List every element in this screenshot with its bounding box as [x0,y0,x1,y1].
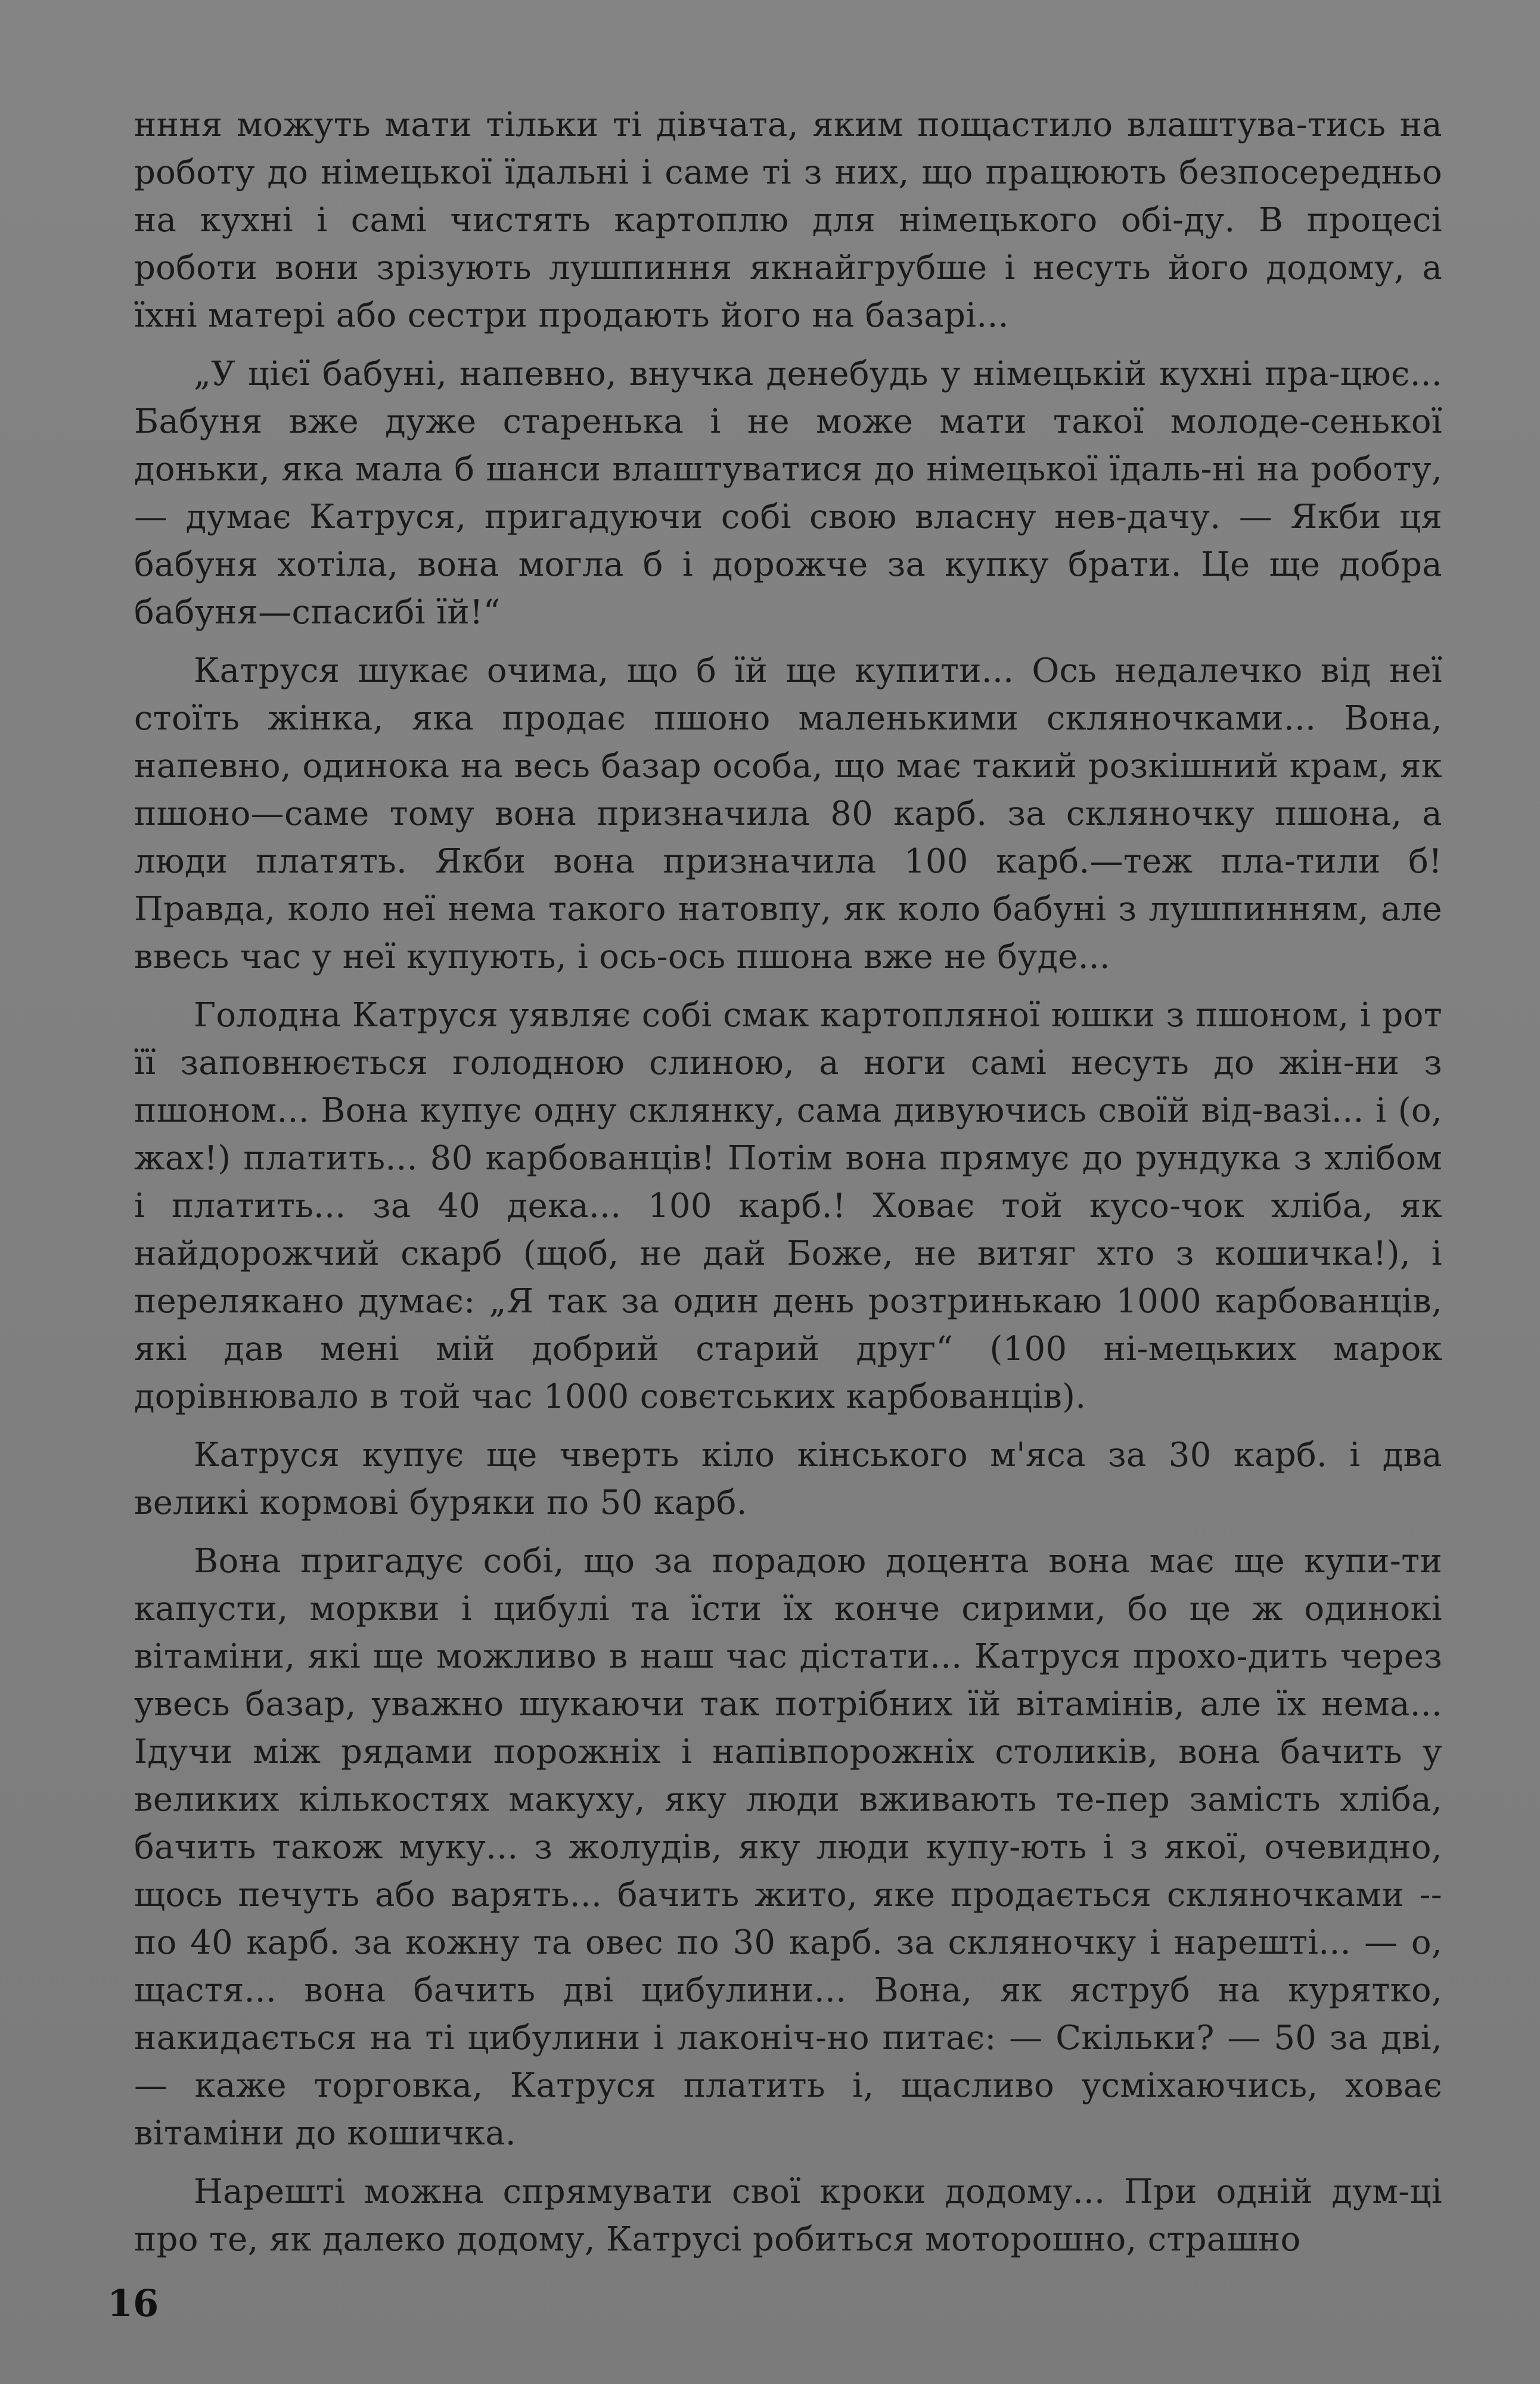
paragraph-continued: нння можуть мати тільки ті дівчата, яким пощастило влаштува-тись на роботу до німецької їдальні і саме ті з них, що працюють безпосередньо на кухні і самі чистять картоплю для німецького обі-ду. В процесі роботи вони зрізують лушпиння якнайгрубше і несуть його додому, а їхні матері або сестри продають його на базарі... [134,105,1442,335]
page-number: 16 [107,2281,159,2325]
paragraph-purchase: Голодна Катруся уявляє собі смак картопляної юшки з пшоном, і рот її заповнюється голодною слиною, а ноги самі несуть до жін-ни з пшоном... Вона купує одну склянку, сама дивуючись своїй від-вазі... і (о, жах!) платить... 80 карбованців! Потім вона прямує до рундука з хлібом і платить... за 40 дека... 100 карб.! Ховає той кусо-чок хліба, як найдорожчий скарб (щоб, не дай Боже, не витяг хто з кошичка!), і перелякано думає: „Я так за один день розтринькаю 1000 карбованців, які дав мені мій добрий старий друг“ (100 ні-мецьких марок дорівнювало в той час 1000 совєтських карбованців). [134,996,1442,1416]
paragraph-going-home: Нарешті можна спрямувати свої кроки додому... При одній дум-ці про те, як далеко додому, Катрусі робиться моторошно, страшно [134,2172,1442,2259]
paragraph-grandma-quote: „У цієї бабуні, напевно, внучка денебудь у німецькій кухні пра-цює... Бабуня вже дуже старенька і не може мати такої молоде-сенької доньки, яка мала б шанси влаштуватися до німецької їдаль-ні на роботу, — думає Катруся, пригадуючи собі свою власну нев-дачу. — Якби ця бабуня хотіла, вона могла б і дорожче за купку брати. Це ще добра бабуня—спасибі їй!“ [134,355,1442,632]
paragraph-vitamins: Вона пригадує собі, що за порадою доцента вона має ще купи-ти капусти, моркви і цибулі та їсти їх конче сирими, бо це ж одинокі вітаміни, які ще можливо в наш час дістати... Катруся прохо-дить через увесь базар, уважно шукаючи так потрібних їй вітамінів, але їх нема... Ідучи між рядами порожніх і напівпорожніх столиків, вона бачить у великих кількостях макуху, яку люди вживають те-пер замість хліба, бачить також муку... з жолудів, яку люди купу-ють і з якої, очевидно, щось печуть або варять... бачить жито, яке продається скляночками -- по 40 карб. за кожну та овес по 30 карб. за скляночку і нарешті... — о, щастя... вона бачить дві цибулини... Вона, як яструб на курятко, накидається на ті цибулини і лаконіч-но питає: — Скільки? — 50 за дві, — каже торговка, Катруся платить і, щасливо усміхаючись, ховає вітаміни до кошичка. [134,1542,1442,2153]
paragraph-millet: Катруся шукає очима, що б їй ще купити... Ось недалечко від неї стоїть жінка, яка продає пшоно маленькими скляночками... Вона, напевно, одинока на весь базар особа, що має такий розкішний крам, як пшоно—саме тому вона призначила 80 карб. за скляночку пшона, а люди платять. Якби вона призначила 100 карб.—теж пла-тили б! Правда, коло неї нема такого натовпу, як коло бабуні з лушпинням, але ввесь час у неї купують, і ось-ось пшона вже не буде... [134,651,1442,976]
body-text [134,101,1442,2264]
paragraph-meat-beets: Катруся купує ще чверть кіло кінського м'яса за 30 карб. і два великі кормові буряки по 50 карб. [134,1436,1442,1522]
